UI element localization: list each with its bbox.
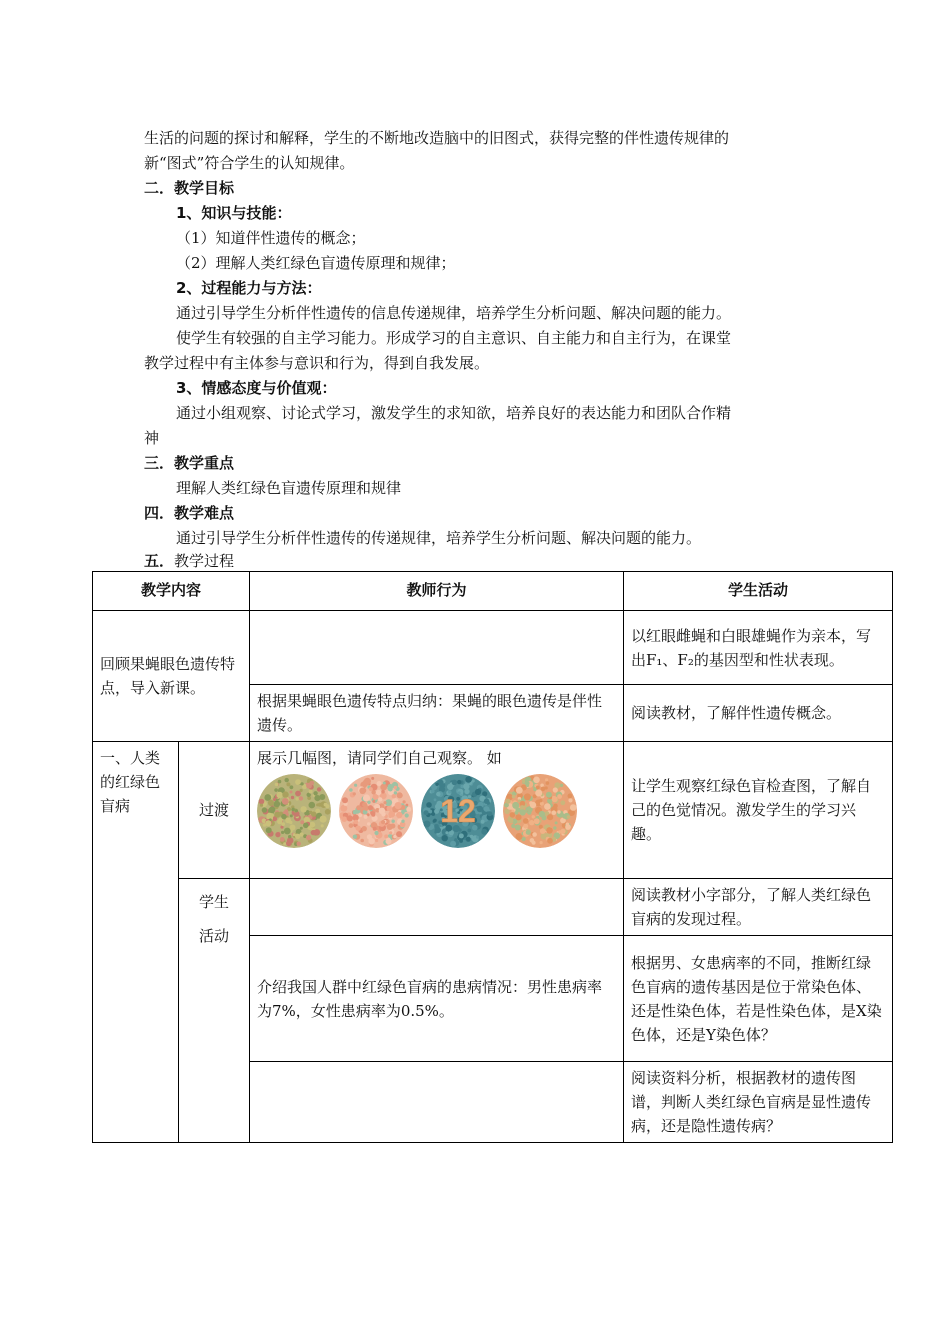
process-ability-item-2a: 使学生有较强的自主学习能力。形成学习的自主意识、自主能力和自主行为，在课堂	[176, 329, 732, 347]
process-ability-item-1: 通过引导学生分析伴性遗传的信息传递规律，培养学生分析问题、解决问题的能力。	[176, 304, 732, 322]
difficulty-text: 通过引导学生分析伴性遗传的传递规律，培养学生分析问题、解决问题的能力。	[176, 529, 702, 547]
difficulty-heading: 四．教学难点	[144, 504, 235, 522]
process-heading	[144, 551, 234, 571]
table-row	[93, 879, 893, 936]
row2-student: 阅读教材，了解伴性遗传概念。	[624, 685, 893, 742]
header-student: 学生活动	[624, 572, 893, 611]
process-heading-text: 教学过程	[174, 552, 235, 570]
ishihara-plate-3-image	[421, 774, 495, 848]
section1-title: 一、人类的红绿色盲病	[93, 742, 179, 1143]
plate-number-text: 12	[440, 793, 476, 829]
intro-line-2: 新“图式”符合学生的认知规律。	[144, 154, 355, 172]
emotion-item-1a: 通过小组观察、讨论式学习，激发学生的求知欲，培养良好的表达能力和团队合作精	[176, 404, 732, 422]
table-row	[93, 742, 893, 879]
color-blindness-plates	[257, 774, 616, 848]
row4-teacher	[250, 879, 624, 936]
student-activity-label-2: 活动	[199, 927, 230, 945]
row6-teacher	[250, 1062, 624, 1143]
knowledge-heading: 1、知识与技能：	[176, 204, 292, 222]
knowledge-item-2: （2）理解人类红绿色盲遗传原理和规律；	[176, 254, 456, 272]
key-point-heading: 三．教学重点	[144, 454, 235, 472]
key-point-text: 理解人类红绿色盲遗传原理和规律	[176, 479, 402, 497]
row3-student: 让学生观察红绿色盲检查图，了解自己的色觉情况。激发学生的学习兴趣。	[624, 742, 893, 879]
row6-student: 阅读资料分析，根据教材的遗传图谱，判断人类红绿色盲病是显性遗传病，还是隐性遗传病？	[624, 1062, 893, 1143]
emotion-heading: 3、情感态度与价值观：	[176, 379, 337, 397]
process-ability-heading: 2、过程能力与方法：	[176, 279, 322, 297]
emotion-item-1b: 神	[144, 429, 160, 447]
process-ability-item-2b: 教学过程中有主体参与意识和行为，得到自我发展。	[144, 354, 490, 372]
ishihara-plate-2-image	[339, 774, 413, 848]
header-teacher: 教师行为	[250, 572, 624, 611]
row4-student: 阅读教材小字部分，了解人类红绿色盲病的发现过程。	[624, 879, 893, 936]
row1-teacher	[250, 611, 624, 685]
ishihara-plate-1-image	[257, 774, 331, 848]
teaching-process-table	[92, 571, 893, 1143]
header-content: 教学内容	[93, 572, 250, 611]
row1-content: 回顾果蝇眼色遗传特点，导入新课。	[93, 611, 250, 742]
row5-teacher: 介绍我国人群中红绿色盲病的患病情况：男性患病率为7%，女性患病率为0.5%。	[250, 936, 624, 1062]
ishihara-plate-4-image	[503, 774, 577, 848]
goals-heading: 二．教学目标	[144, 179, 235, 197]
row5-student: 根据男、女患病率的不同，推断红绿色盲病的遗传基因是位于常染色体、还是性染色体，若是性染色体，是X染色体，还是Y染色体？	[624, 936, 893, 1062]
student-activity-label	[179, 879, 250, 1143]
row2-teacher: 根据果蝇眼色遗传特点归纳：果蝇的眼色遗传是伴性遗传。	[250, 685, 624, 742]
row1-student: 以红眼雌蝇和白眼雄蝇作为亲本，写出F₁、F₂的基因型和性状表现。	[624, 611, 893, 685]
table-row	[93, 611, 893, 685]
row3-teacher	[250, 742, 624, 879]
intro-line-1: 生活的问题的探讨和解释，学生的不断地改造脑中的旧图式，获得完整的伴性遗传规律的	[144, 129, 730, 147]
row3-teacher-text: 展示几幅图，请同学们自己观察。 如	[257, 749, 502, 767]
student-activity-label-1: 学生	[199, 893, 230, 911]
transition-label: 过渡	[179, 742, 250, 879]
process-heading-number: 五．	[144, 552, 175, 570]
table-header-row	[93, 572, 893, 611]
knowledge-item-1: （1）知道伴性遗传的概念；	[176, 229, 366, 247]
